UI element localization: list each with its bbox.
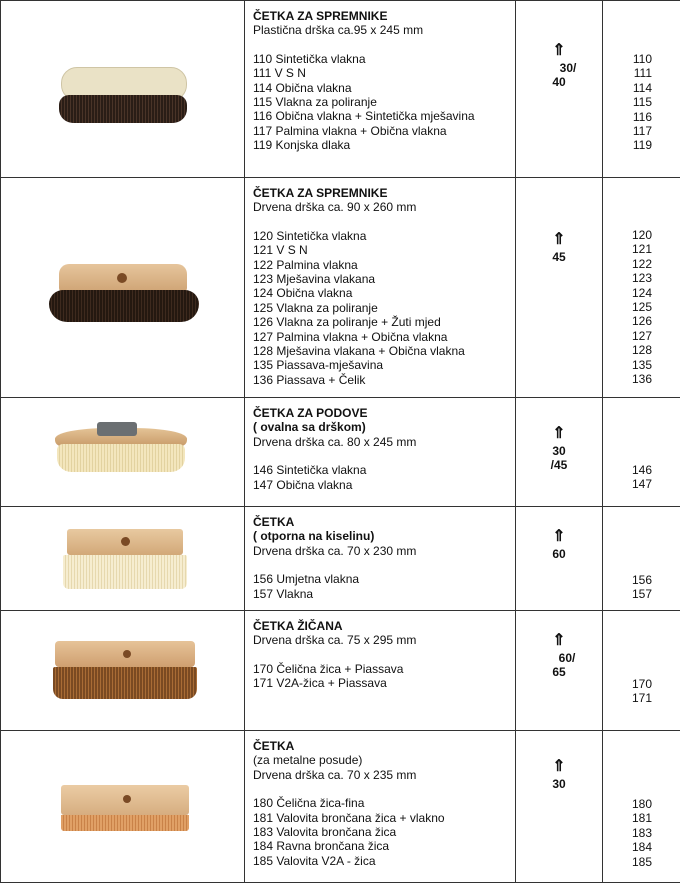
article-code: 128 bbox=[603, 343, 652, 357]
variant-line: 117 Palmina vlakna + Obična vlakna bbox=[253, 124, 515, 138]
product-title: ČETKA ZA PODOVE bbox=[253, 406, 515, 420]
product-dimensions: Drvena drška ca. 70 x 230 mm bbox=[253, 544, 515, 558]
article-code: 115 bbox=[603, 95, 652, 109]
tank-brush-plastic-image bbox=[59, 67, 187, 125]
product-dimensions: Plastična drška ca.95 x 245 mm bbox=[253, 23, 515, 37]
product-title: ČETKA ZA SPREMNIKE bbox=[253, 186, 515, 200]
up-arrow-icon: ⇑ bbox=[516, 527, 602, 547]
variant-line: 114 Obična vlakna bbox=[253, 81, 515, 95]
article-code: 124 bbox=[603, 286, 652, 300]
size-value: 30/ bbox=[516, 61, 602, 75]
variant-line: 146 Sintetička vlakna bbox=[253, 463, 515, 477]
variant-line: 116 Obična vlakna + Sintetička mješavina bbox=[253, 109, 515, 123]
variant-line: 157 Vlakna bbox=[253, 587, 515, 601]
article-code: 156 bbox=[603, 573, 652, 587]
product-row bbox=[1, 178, 680, 398]
product-row bbox=[1, 1, 680, 178]
article-code: 121 bbox=[603, 242, 652, 256]
variant-line: 170 Čelična žica + Piassava bbox=[253, 662, 515, 676]
variant-line: 171 V2A-žica + Piassava bbox=[253, 676, 515, 690]
variant-line: 185 Valovita V2A - žica bbox=[253, 854, 515, 868]
variant-line: 136 Piassava + Čelik bbox=[253, 373, 515, 387]
product-title-note: ( ovalna sa drškom) bbox=[253, 420, 515, 434]
product-title-note: ( otporna na kiselinu) bbox=[253, 529, 515, 543]
variant-line: 128 Mješavina vlakana + Obična vlakna bbox=[253, 344, 515, 358]
variant-line: 120 Sintetička vlakna bbox=[253, 229, 515, 243]
product-image-cell bbox=[1, 1, 245, 178]
article-code: 136 bbox=[603, 372, 652, 386]
product-title-note: (za metalne posude) bbox=[253, 753, 515, 767]
up-arrow-icon: ⇑ bbox=[516, 631, 602, 651]
size-cell bbox=[516, 731, 603, 883]
product-row bbox=[1, 507, 680, 611]
product-row bbox=[1, 398, 680, 507]
article-code: 183 bbox=[603, 826, 652, 840]
size-value: 60/ bbox=[516, 651, 602, 665]
article-code: 135 bbox=[603, 358, 652, 372]
product-dimensions: Drvena drška ca. 75 x 295 mm bbox=[253, 633, 515, 647]
product-description bbox=[245, 611, 516, 731]
up-arrow-icon: ⇑ bbox=[516, 41, 602, 61]
size-cell bbox=[516, 398, 603, 507]
product-title: ČETKA bbox=[253, 739, 515, 753]
article-code: 180 bbox=[603, 797, 652, 811]
up-arrow-icon: ⇑ bbox=[516, 230, 602, 250]
code-cell bbox=[603, 611, 680, 731]
variant-line: 124 Obična vlakna bbox=[253, 286, 515, 300]
size-value: 30 bbox=[516, 444, 602, 458]
size-value: 65 bbox=[516, 665, 602, 679]
acid-resistant-brush-image bbox=[63, 529, 187, 589]
article-code: 147 bbox=[603, 477, 652, 491]
article-code: 126 bbox=[603, 314, 652, 328]
variant-line: 111 V S N bbox=[253, 66, 515, 80]
variant-line: 181 Valovita brončana žica + vlakno bbox=[253, 811, 515, 825]
tank-brush-wood-image bbox=[49, 264, 199, 322]
size-value: /45 bbox=[516, 458, 602, 472]
article-code: 185 bbox=[603, 855, 652, 869]
size-cell bbox=[516, 611, 603, 731]
size-cell bbox=[516, 178, 603, 398]
up-arrow-icon: ⇑ bbox=[516, 424, 602, 444]
variant-line: 147 Obična vlakna bbox=[253, 478, 515, 492]
variant-line: 115 Vlakna za poliranje bbox=[253, 95, 515, 109]
article-code: 127 bbox=[603, 329, 652, 343]
product-image-cell bbox=[1, 398, 245, 507]
product-row bbox=[1, 611, 680, 731]
article-code: 119 bbox=[603, 138, 652, 152]
article-code: 111 bbox=[603, 66, 652, 80]
article-code: 184 bbox=[603, 840, 652, 854]
variant-line: 184 Ravna brončana žica bbox=[253, 839, 515, 853]
article-code: 110 bbox=[603, 52, 652, 66]
article-code: 117 bbox=[603, 124, 652, 138]
code-cell bbox=[603, 731, 680, 883]
variant-line: 183 Valovita brončana žica bbox=[253, 825, 515, 839]
size-value: 40 bbox=[516, 75, 602, 89]
variant-line: 127 Palmina vlakna + Obična vlakna bbox=[253, 330, 515, 344]
product-description bbox=[245, 731, 516, 883]
variant-line: 125 Vlakna za poliranje bbox=[253, 301, 515, 315]
product-row bbox=[1, 731, 680, 883]
product-dimensions: Drvena drška ca. 70 x 235 mm bbox=[253, 768, 515, 782]
article-code: 171 bbox=[603, 691, 652, 705]
code-cell bbox=[603, 507, 680, 611]
variant-line: 180 Čelična žica-fina bbox=[253, 796, 515, 810]
product-description bbox=[245, 507, 516, 611]
size-cell bbox=[516, 1, 603, 178]
product-title: ČETKA ŽIČANA bbox=[253, 619, 515, 633]
article-code: 146 bbox=[603, 463, 652, 477]
product-description bbox=[245, 398, 516, 507]
size-value: 60 bbox=[516, 547, 602, 561]
product-dimensions: Drvena drška ca. 90 x 260 mm bbox=[253, 200, 515, 214]
product-image-cell bbox=[1, 507, 245, 611]
product-description bbox=[245, 1, 516, 178]
variant-line: 123 Mješavina vlakana bbox=[253, 272, 515, 286]
product-image-cell bbox=[1, 611, 245, 731]
article-code: 170 bbox=[603, 677, 652, 691]
article-code: 120 bbox=[603, 228, 652, 242]
article-code: 125 bbox=[603, 300, 652, 314]
variant-line: 110 Sintetička vlakna bbox=[253, 52, 515, 66]
product-image-cell bbox=[1, 731, 245, 883]
wire-brush-image bbox=[53, 641, 197, 701]
product-title: ČETKA bbox=[253, 515, 515, 529]
up-arrow-icon: ⇑ bbox=[516, 757, 602, 777]
floor-brush-image bbox=[55, 422, 187, 474]
article-code: 157 bbox=[603, 587, 652, 601]
size-cell bbox=[516, 507, 603, 611]
product-title: ČETKA ZA SPREMNIKE bbox=[253, 9, 515, 23]
article-code: 122 bbox=[603, 257, 652, 271]
code-cell bbox=[603, 178, 680, 398]
code-cell bbox=[603, 1, 680, 178]
product-dimensions: Drvena drška ca. 80 x 245 mm bbox=[253, 435, 515, 449]
article-code: 114 bbox=[603, 81, 652, 95]
article-code: 181 bbox=[603, 811, 652, 825]
variant-line: 126 Vlakna za poliranje + Žuti mjed bbox=[253, 315, 515, 329]
variant-line: 156 Umjetna vlakna bbox=[253, 572, 515, 586]
size-value: 30 bbox=[516, 777, 602, 791]
variant-line: 121 V S N bbox=[253, 243, 515, 257]
variant-line: 135 Piassava-mješavina bbox=[253, 358, 515, 372]
variant-line: 119 Konjska dlaka bbox=[253, 138, 515, 152]
metal-vessel-brush-image bbox=[61, 785, 189, 833]
size-value: 45 bbox=[516, 250, 602, 264]
article-code: 116 bbox=[603, 110, 652, 124]
product-image-cell bbox=[1, 178, 245, 398]
code-cell bbox=[603, 398, 680, 507]
article-code: 123 bbox=[603, 271, 652, 285]
variant-line: 122 Palmina vlakna bbox=[253, 258, 515, 272]
product-description bbox=[245, 178, 516, 398]
